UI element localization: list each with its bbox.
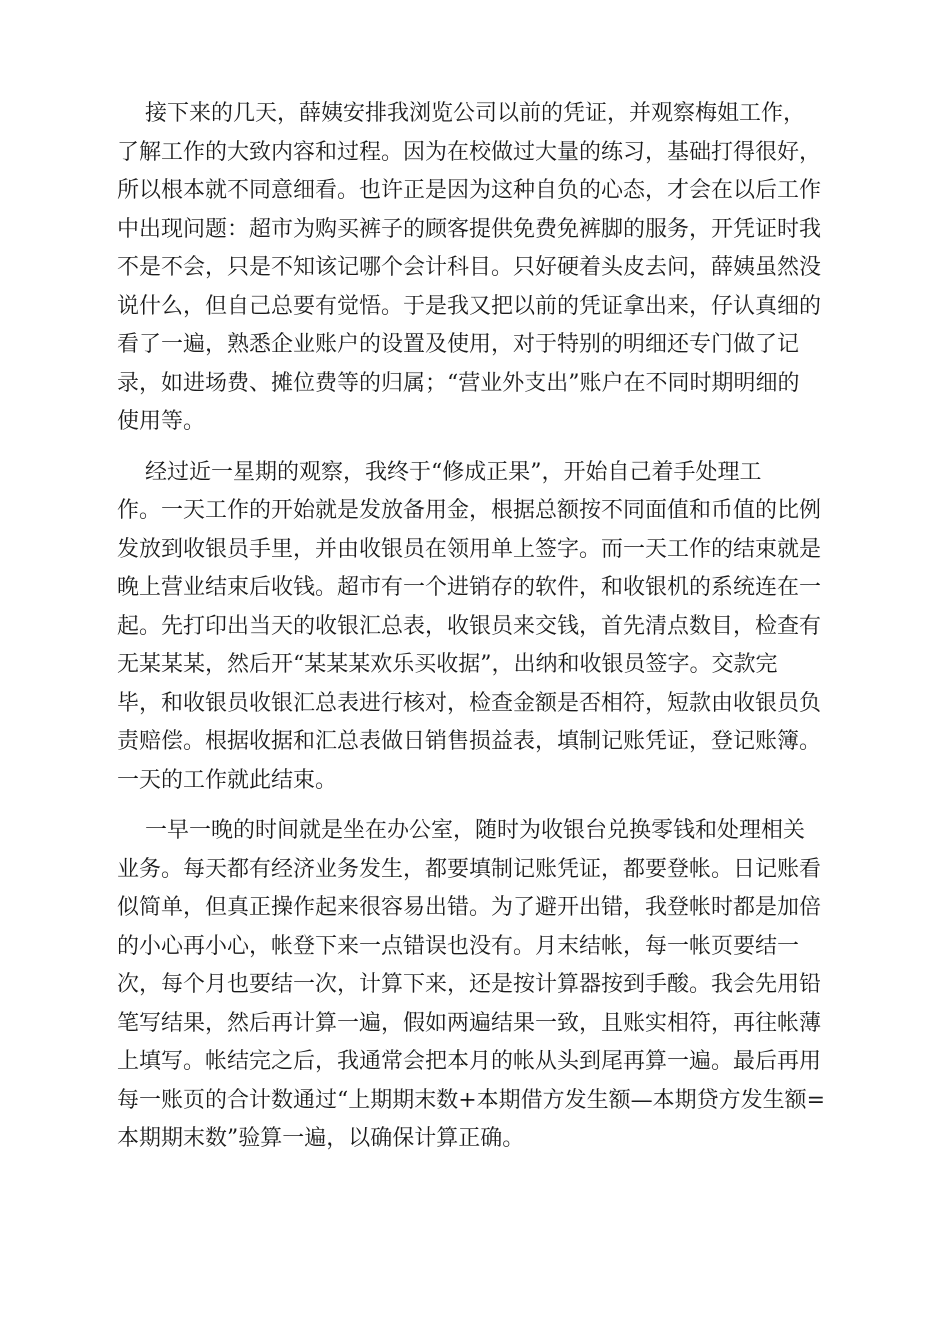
text-line: 看了一遍，熟悉企业账户的设置及使用，对于特别的明细还专门做了记	[117, 332, 800, 357]
text-line: 使用等。	[117, 409, 206, 434]
text-line: 中出现问题：超市为购买裤子的顾客提供免费免裤脚的服务，开凭证时我	[117, 216, 822, 242]
text-line: 起。先打印出当天的收银汇总表，收银员来交钱，首先清点数目，检查有	[117, 613, 822, 639]
text-line: 作。一天工作的开始就是发放备用金，根据总额按不同面值和币值的比例	[117, 498, 822, 523]
text-line: 上填写。帐结完之后，我通常会把本月的帐从头到尾再算一遍。最后再用	[117, 1049, 822, 1074]
text-line: 说什么，但自己总要有觉悟。于是我又把以前的凭证拿出来，仔认真细的	[117, 293, 822, 319]
text-line: 录，如进场费、摊位费等的归属；“营业外支出”账户在不同时期明细的	[117, 370, 800, 396]
text-line: 无某某某，然后开“某某某欢乐买收据”，出纳和收银员签字。交款完	[117, 652, 778, 677]
text-line: 似简单，但真正操作起来很容易出错。为了避开出错，我登帐时都是加倍	[117, 895, 822, 920]
paragraph-2	[117, 454, 837, 801]
text-line: 一天的工作就此结束。	[117, 767, 338, 793]
text-line: 不是不会，只是不知该记哪个会计科目。只好硬着头皮去问，薛姨虽然没	[117, 255, 822, 280]
text-line: 晚上营业结束后收钱。超市有一个进销存的软件，和收银机的系统连在一	[117, 575, 822, 600]
text-line: 经过近一星期的观察，我终于“修成正果”，开始自己着手处理工	[117, 459, 762, 485]
text-line: 本期期末数”验算一遍，以确保计算正确。	[117, 1126, 525, 1151]
document-body	[117, 95, 837, 1159]
text-line: 毕，和收银员收银汇总表进行核对，检查金额是否相符，短款由收银员负	[117, 690, 822, 716]
text-line: 责赔偿。根据收据和汇总表做日销售损益表，填制记账凭证，登记账簿。	[117, 729, 822, 754]
text-line: 接下来的几天，薛姨安排我浏览公司以前的凭证，并观察梅姐工作，	[117, 101, 805, 126]
text-line: 每一账页的合计数通过“上期期末数+本期借方发生额—本期贷方发生额=	[117, 1087, 826, 1113]
text-line: 的小心再小心，帐登下来一点错误也没有。月末结帐，每一帐页要结一	[117, 933, 800, 959]
text-line: 次，每个月也要结一次，计算下来，还是按计算器按到手酸。我会先用铅	[117, 972, 822, 997]
text-line: 业务。每天都有经济业务发生，都要填制记账凭证，都要登帐。日记账看	[117, 856, 822, 882]
paragraph-1	[117, 95, 837, 442]
text-line: 所以根本就不同意细看。也许正是因为这种自负的心态，才会在以后工作	[117, 178, 822, 203]
paragraph-3	[117, 812, 837, 1159]
text-line: 发放到收银员手里，并由收银员在领用单上签字。而一天工作的结束就是	[117, 536, 822, 562]
text-line: 一早一晚的时间就是坐在办公室，随时为收银台兑换零钱和处理相关	[117, 818, 805, 843]
text-line: 了解工作的大致内容和过程。因为在校做过大量的练习，基础打得很好，	[117, 139, 822, 165]
text-line: 笔写结果，然后再计算一遍，假如两遍结果一致，且账实相符，再往帐薄	[117, 1010, 822, 1036]
